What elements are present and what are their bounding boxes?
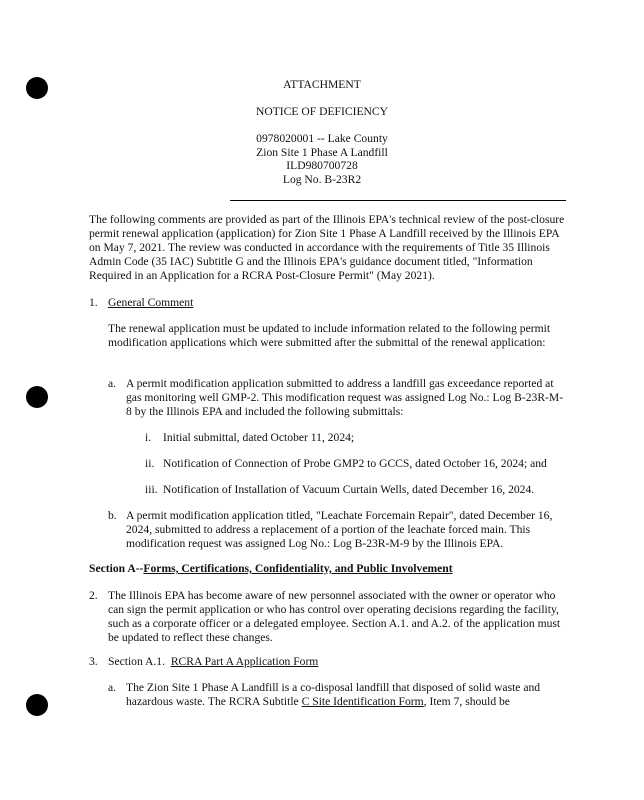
attachment-title: ATTACHMENT — [283, 78, 361, 91]
item-3-heading-line — [108, 655, 318, 669]
item-1-body: The renewal application must be updated to include information related to the following permit modification applications which were submitted after the submittal of the renewal application: — [108, 322, 551, 349]
facility-id: 0978020001 -- Lake County — [256, 132, 388, 145]
notice-title: NOTICE OF DEFICIENCY — [255, 105, 389, 118]
subitem-ii-text: Notification of Connection of Probe GMP2 to GCCS, dated October 16, 2024; and — [163, 457, 547, 470]
item-3-heading: RCRA Part A Application Form — [170, 655, 319, 668]
item-3a-form-name: C Site Identification Form — [301, 695, 424, 708]
section-a-heading — [89, 562, 453, 576]
header-divider — [230, 200, 566, 201]
section-a-title: Forms, Certifications, Confidentiality, and Public Involvement — [143, 562, 453, 575]
punch-hole-bottom — [26, 694, 48, 716]
section-a-prefix: Section A-- — [89, 562, 144, 575]
item-3a-label: a. — [108, 681, 117, 694]
item-1-number: 1. — [89, 296, 98, 309]
subitem-iii-text: Notification of Installation of Vacuum Curtain Wells, dated December 16, 2024. — [163, 483, 535, 496]
item-1-heading: General Comment — [108, 296, 194, 309]
item-1b-label: b. — [108, 509, 117, 522]
subitem-i-text: Initial submittal, dated October 11, 2024; — [163, 431, 355, 444]
item-3-prefix: Section A.1. — [108, 655, 166, 668]
item-1a-text: A permit modification application submitted to address a landfill gas exceedance reported at gas monitoring well GMP-2. This modification request was assigned Log No.: Log B-23R-M-8 by the Illinois EPA and included the following submittals: — [126, 377, 564, 418]
item-3a-text-start: The Zion Site 1 Phase A Landfill is a co-disposal landfill that disposed of solid waste and hazardous waste. The RCRA Subtitle — [126, 681, 541, 708]
subitem-i-label: i. — [145, 431, 152, 444]
log-number: Log No. B-23R2 — [282, 173, 362, 186]
item-1a-label: a. — [108, 377, 117, 390]
intro-paragraph: The following comments are provided as part of the Illinois EPA's technical review of the post-closure permit renewal application (application) for Zion Site 1 Phase A Landfill received by the Illinois EPA on May 7, 2021. The review was conducted in accordance with the requirements of Title 35 Illinois Admin Code (35 IAC) Subtitle G and the Illinois EPA's guidance document titled, "Information Required in an Application for a RCRA Post-Closure Permit" (May 2021). — [89, 213, 565, 282]
ild-number: ILD980700728 — [286, 159, 358, 172]
item-2-text: The Illinois EPA has become aware of new personnel associated with the owner or operator who can sign the permit application or who has control over operating decisions regarding the facility, such as a corporate officer or a delegated employee. Section A.1. and A.2. of the application must be updated to reflect these changes. — [108, 589, 561, 644]
subitem-iii-label: iii. — [145, 483, 158, 496]
item-2-number: 2. — [89, 589, 98, 602]
item-1b-text: A permit modification application titled, "Leachate Forcemain Repair", dated December 16, 2024, submitted to address a replacement of a portion of the leachate forced main. This modification request was assigned Log No.: Log B-23R-M-9 by the Illinois EPA. — [126, 509, 553, 550]
item-3-number: 3. — [89, 655, 98, 668]
item-3a-text-end: , Item 7, should be — [423, 695, 510, 708]
punch-hole-middle — [26, 386, 48, 408]
item-3a-text — [126, 681, 568, 709]
subitem-ii-label: ii. — [145, 457, 155, 470]
site-name: Zion Site 1 Phase A Landfill — [256, 146, 388, 159]
